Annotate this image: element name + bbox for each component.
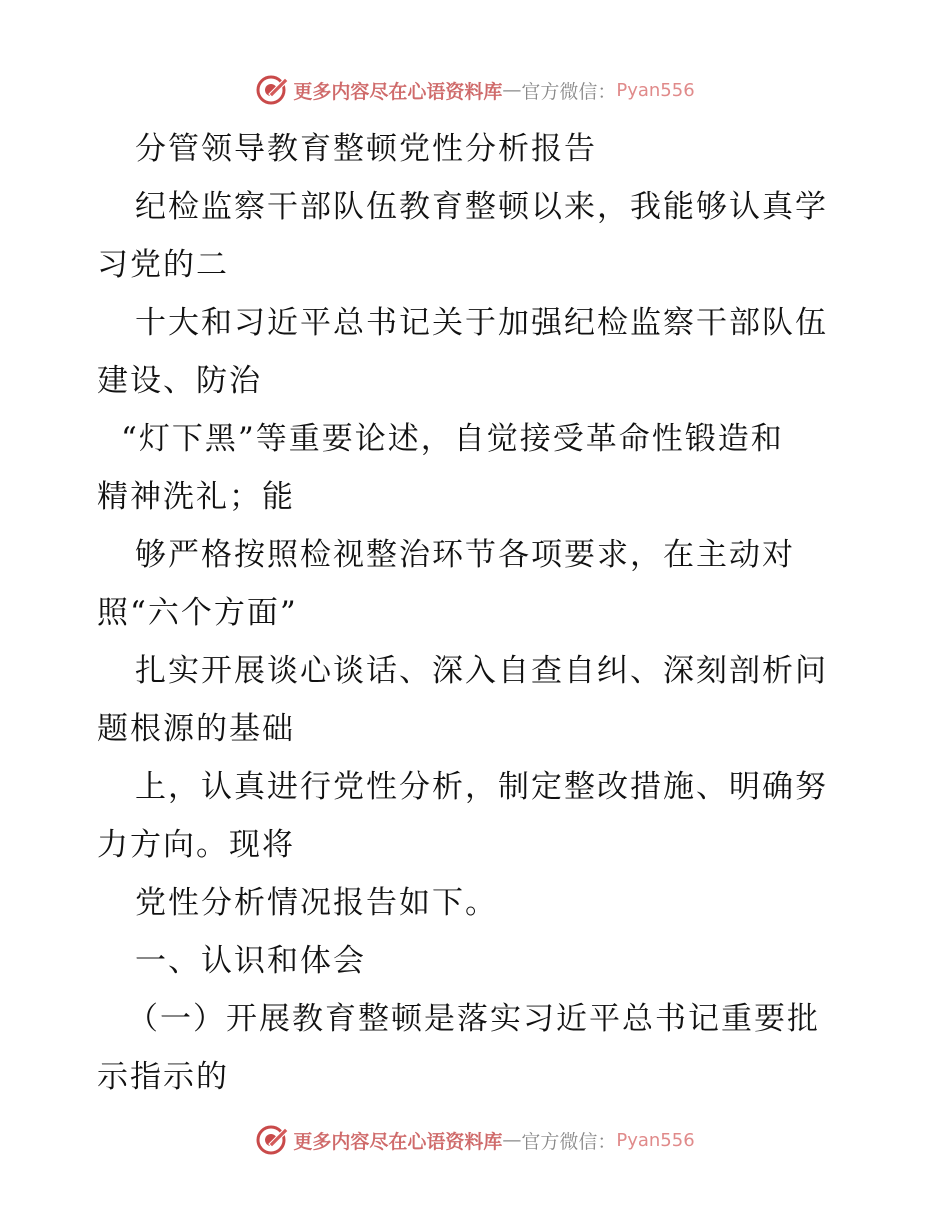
paragraph-line: 题根源的基础	[97, 711, 295, 747]
paragraph-line: 照“六个方面”	[97, 595, 298, 631]
watermark-separator: —	[502, 1129, 522, 1151]
paragraph-line: 十大和习近平总书记关于加强纪检监察干部队伍	[135, 305, 828, 341]
paragraph-line: 上，认真进行党性分析，制定整改措施、明确努	[135, 769, 828, 805]
watermark-contact-label: 官方微信：	[521, 1130, 617, 1153]
header-watermark	[0, 70, 950, 110]
section-heading: 一、认识和体会	[135, 943, 366, 979]
pen-logo-icon	[255, 72, 291, 108]
paragraph-line: 建设、防治	[97, 363, 262, 399]
paragraph-line: 习党的二	[97, 247, 229, 283]
subsection-heading: （一）开展教育整顿是落实习近平总书记重要批	[127, 1001, 820, 1037]
watermark-wechat-id: Pyan556	[616, 79, 695, 101]
paragraph-line: 示指示的	[97, 1059, 229, 1095]
footer-watermark	[0, 1120, 950, 1160]
paragraph-line: 力方向。现将	[97, 827, 295, 863]
paragraph-line: 精神洗礼；能	[97, 479, 295, 515]
paragraph-line: “灯下黑”等重要论述，自觉接受革命性锻造和	[121, 421, 784, 457]
watermark-contact-label: 官方微信：	[521, 80, 617, 103]
paragraph-line: 党性分析情况报告如下。	[135, 885, 498, 921]
watermark-wechat-id: Pyan556	[616, 1129, 695, 1151]
document-title: 分管领导教育整顿党性分析报告	[135, 131, 597, 167]
paragraph-line: 够严格按照检视整治环节各项要求，在主动对	[135, 537, 795, 573]
document-body	[97, 120, 857, 1106]
pen-logo-icon	[255, 1122, 291, 1158]
paragraph-line: 纪检监察干部队伍教育整顿以来，我能够认真学	[135, 189, 828, 225]
watermark-site-name: 更多内容尽在心语资料库	[293, 1130, 503, 1153]
paragraph-line: 扎实开展谈心谈话、深入自查自纠、深刻剖析问	[135, 653, 828, 689]
watermark-site-name: 更多内容尽在心语资料库	[293, 80, 503, 103]
watermark-separator: —	[502, 79, 522, 101]
